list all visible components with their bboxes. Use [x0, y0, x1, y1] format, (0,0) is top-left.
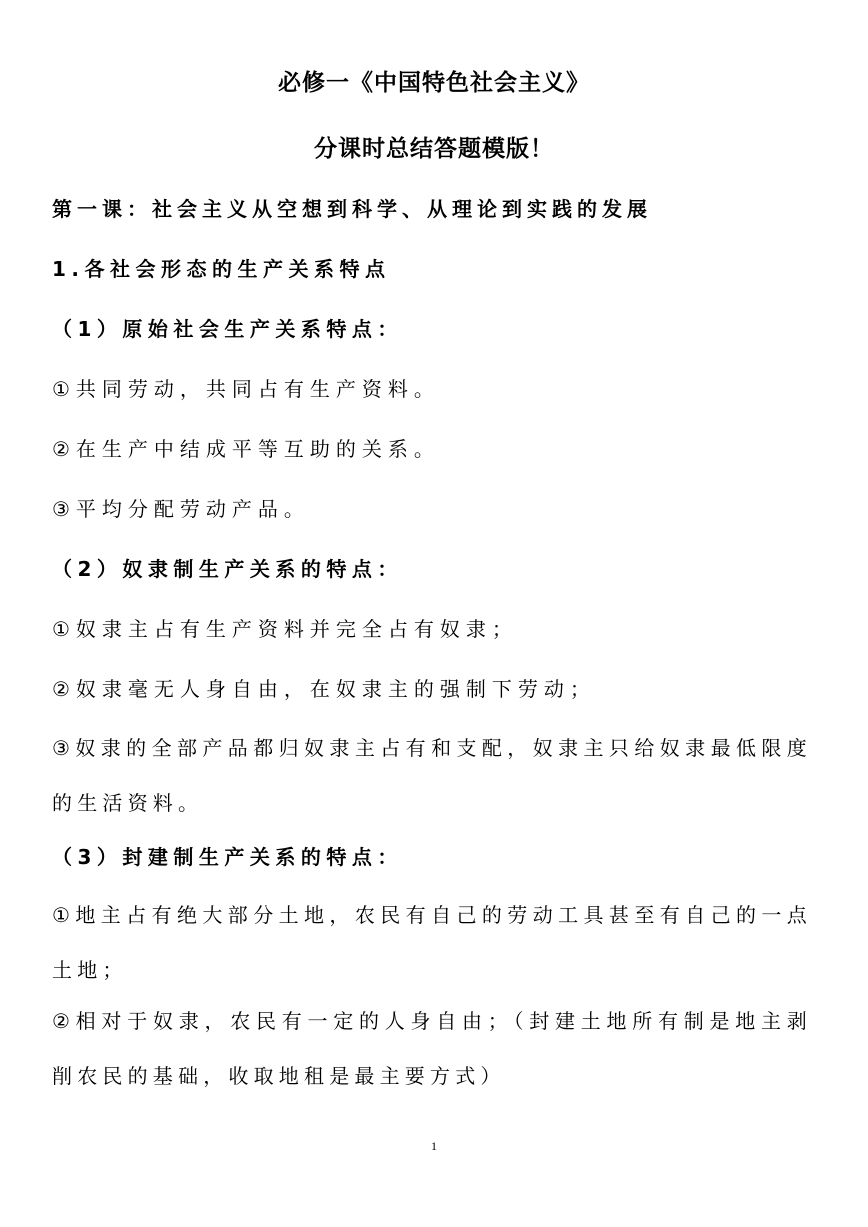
slavery-item-3: ③奴隶的全部产品都归奴隶主占有和支配，奴隶主只给奴隶最低限度的生活资料。	[52, 736, 812, 815]
primitive-item-1: ①共同劳动，共同占有生产资料。	[52, 377, 440, 401]
feudal-heading: （3）封建制生产关系的特点：	[52, 845, 403, 869]
document-title: 必修一《中国特色社会主义》	[278, 70, 590, 96]
slavery-heading: （2）奴隶制生产关系的特点：	[52, 557, 403, 581]
primitive-heading: （1）原始社会生产关系特点：	[52, 317, 403, 341]
primitive-item-2: ②在生产中结成平等互助的关系。	[52, 437, 440, 461]
section-heading: 1.各社会形态的生产关系特点	[52, 257, 391, 281]
primitive-item-3: ③平均分配劳动产品。	[52, 497, 310, 521]
slavery-item-1: ①奴隶主占有生产资料并完全占有奴隶；	[52, 617, 518, 641]
lesson-heading: 第一课：社会主义从空想到科学、从理论到实践的发展	[52, 197, 652, 221]
feudal-item-1: ①地主占有绝大部分土地，农民有自己的劳动工具甚至有自己的一点土地；	[52, 903, 812, 982]
feudal-item-2: ②相对于奴隶，农民有一定的人身自由；（封建土地所有制是地主剥削农民的基础，收取地租是最主要方式）	[52, 1009, 812, 1088]
document-subtitle: 分课时总结答题模版！	[314, 136, 554, 162]
slavery-item-2: ②奴隶毫无人身自由，在奴隶主的强制下劳动；	[52, 677, 596, 701]
page-number: 1	[431, 1139, 437, 1153]
